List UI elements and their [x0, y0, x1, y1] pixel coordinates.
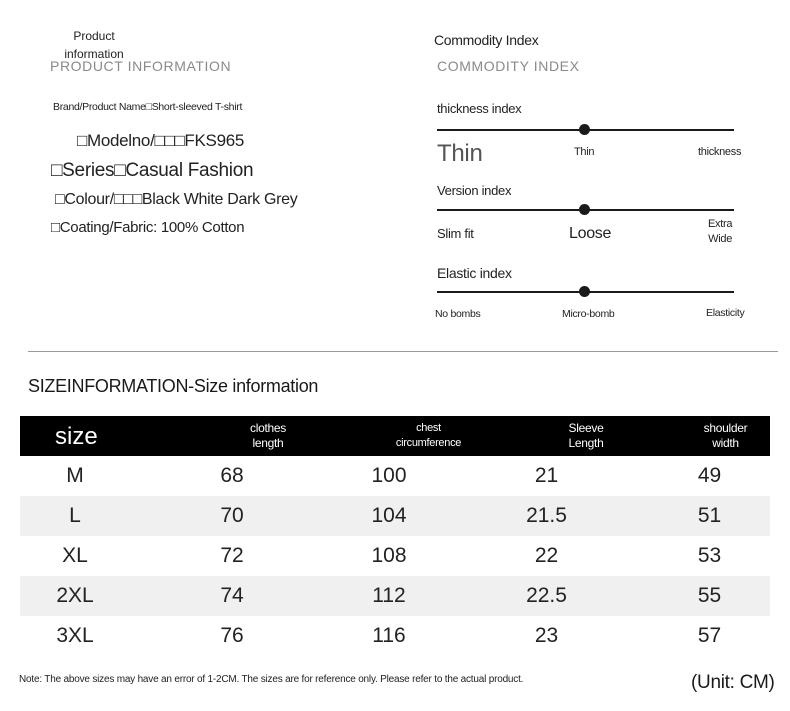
cell-size: 2XL	[56, 584, 94, 607]
colour: □Colour/□□□Black White Dark Grey	[55, 191, 298, 208]
table-row	[20, 496, 770, 536]
cell-length: 70	[220, 504, 244, 527]
cell-sleeve: 21.5	[526, 504, 567, 527]
cell-size: M	[66, 464, 84, 487]
product-info-heading: PRODUCT INFORMATION	[50, 58, 232, 74]
size-information-title: SIZEINFORMATION-Size information	[28, 376, 319, 396]
cell-chest: 116	[372, 624, 406, 647]
cell-chest: 108	[371, 544, 407, 567]
cell-sleeve: 21	[534, 464, 559, 487]
header-chest-circumference	[366, 416, 491, 456]
cell-size: XL	[62, 544, 88, 567]
elastic-right-label: Elasticity	[706, 307, 745, 319]
commodity-index-small-title: Commodity Index	[434, 32, 539, 48]
cell-shoulder: 57	[697, 624, 722, 647]
version-left-label: Slim fit	[437, 226, 474, 241]
cell-sleeve: 22	[534, 544, 559, 567]
version-middle-label: Loose	[569, 225, 612, 242]
cell-shoulder: 53	[697, 544, 722, 567]
header-chest-line1: chest	[416, 422, 441, 434]
header-clothes-length-line1: clothes	[250, 421, 286, 435]
table-row	[20, 536, 770, 576]
header-sleeve-line2: Length	[568, 436, 604, 450]
elastic-index-marker	[579, 286, 590, 297]
model-number: □Modelno/□□□FKS965	[77, 131, 245, 150]
version-right-label-line2: Wide	[708, 233, 733, 245]
thickness-right-label: thickness	[698, 146, 742, 158]
table-row	[20, 456, 770, 496]
thickness-index-label: thickness index	[437, 101, 522, 116]
header-shoulder-line2: width	[712, 436, 739, 450]
elastic-index-label: Elastic index	[437, 265, 512, 281]
header-sleeve-length	[491, 416, 681, 456]
cell-length: 74	[220, 584, 244, 607]
unit-label: (Unit: CM)	[691, 672, 775, 693]
size-note: Note: The above sizes may have an error of 1-2CM. The sizes are for reference only. Please refer to the actual product.	[19, 674, 524, 685]
brand-product-name: Brand/Product Name□Short-sleeved T-shirt	[53, 101, 243, 113]
cell-size: L	[69, 504, 81, 527]
series: □Series□Casual Fashion	[51, 160, 254, 181]
version-index-marker	[579, 204, 590, 215]
cell-sleeve: 23	[534, 624, 559, 647]
header-shoulder-width	[681, 416, 770, 456]
table-row	[20, 576, 770, 616]
table-row	[20, 616, 770, 656]
cell-shoulder: 49	[697, 464, 722, 487]
version-right-label-line1: Extra	[708, 218, 733, 230]
section-divider	[28, 351, 778, 352]
thickness-index-marker	[579, 124, 590, 135]
thickness-left-label: Thin	[437, 140, 483, 167]
product-info-small-title-line1: Product	[73, 29, 115, 43]
size-table-header	[20, 416, 770, 456]
header-size: size	[55, 422, 98, 450]
cell-shoulder: 55	[697, 584, 722, 607]
version-right-label	[708, 217, 732, 247]
cell-length: 72	[220, 544, 244, 567]
fabric: □Coating/Fabric: 100% Cotton	[51, 219, 245, 236]
cell-chest: 104	[371, 504, 407, 527]
cell-length: 68	[220, 464, 244, 487]
cell-length: 76	[220, 624, 244, 647]
version-index-label: Version index	[437, 183, 512, 198]
cell-shoulder: 51	[697, 504, 722, 527]
header-clothes-length	[170, 416, 366, 456]
elastic-left-label: No bombs	[435, 308, 481, 320]
cell-chest: 112	[372, 584, 406, 607]
product-info-small-title-line2: information	[64, 47, 124, 61]
commodity-index-heading: COMMODITY INDEX	[437, 58, 580, 74]
thickness-middle-label: Thin	[574, 146, 595, 158]
cell-sleeve: 22.5	[526, 584, 567, 607]
header-clothes-length-line2: length	[252, 436, 284, 450]
cell-size: 3XL	[56, 624, 94, 647]
elastic-middle-label: Micro-bomb	[562, 308, 615, 320]
size-table	[20, 416, 770, 656]
cell-chest: 100	[371, 464, 407, 487]
header-chest-line2: circumference	[395, 437, 462, 449]
header-sleeve-line1: Sleeve	[568, 421, 604, 435]
header-shoulder-line1: shoulder	[703, 421, 748, 435]
